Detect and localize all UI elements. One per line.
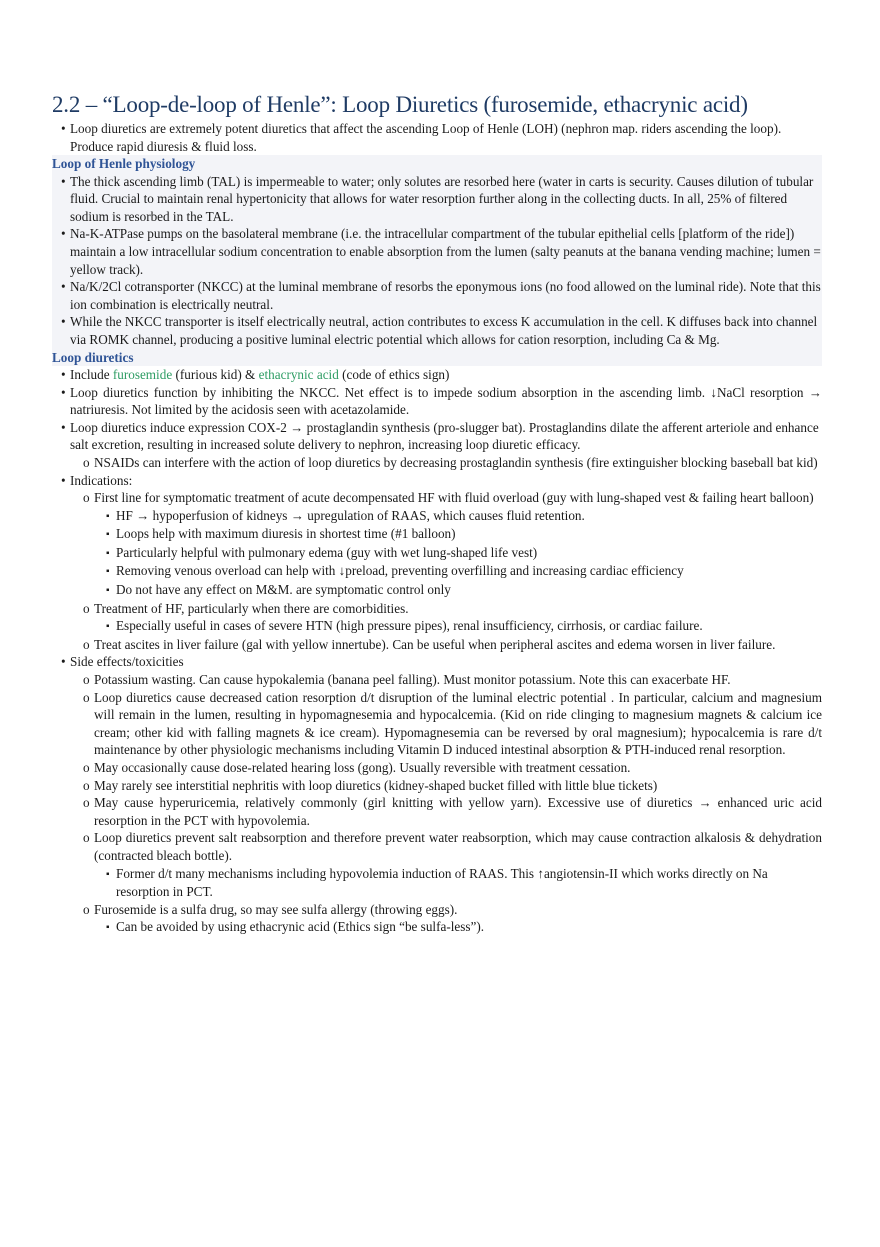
include-prefix: Include: [70, 366, 113, 382]
hf-treatment-text: Treatment of HF, particularly when there are comorbidities.: [94, 600, 409, 616]
alkalosis-subbullet: [52, 829, 822, 864]
nephritis-subbullet: [52, 777, 822, 795]
sulfa-text: Furosemide is a sulfa drug, so may see sulfa allergy (throwing eggs).: [94, 901, 458, 917]
first-line-detail: [52, 581, 822, 600]
bullet-marker: ▪: [106, 547, 110, 559]
nsaids-subbullet: [52, 454, 822, 472]
first-line-detail: [52, 507, 822, 526]
bullet-marker: o: [83, 672, 90, 688]
document-body: [52, 120, 822, 937]
sulfa-subbullet: [52, 901, 822, 919]
bullet-marker: •: [61, 384, 66, 400]
physiology-section: [52, 155, 822, 348]
intro-bullet: [52, 120, 822, 155]
bullet-marker: ▪: [106, 868, 110, 880]
alkalosis-detail: [52, 865, 822, 901]
bullet-marker: o: [83, 795, 90, 811]
bullet-marker: o: [83, 689, 90, 705]
bullet-marker: o: [83, 777, 90, 793]
physiology-item-text: Na-K-ATPase pumps on the basolateral membrane (i.e. the intracellular compartment of the tubular epithelial cells [platform of the ride]) maintain a low intracellular sodium concentration to enable absorption from the lumen (salty peanuts at the banana vending machine; lumen = yellow track).: [70, 226, 821, 277]
bullet-marker: •: [61, 472, 66, 488]
include-suffix: (code of ethics sign): [338, 366, 450, 382]
nsaids-text: NSAIDs can interfere with the action of loop diuretics by decreasing prostaglandin synthesis (fire extinguisher blocking baseball bat kid): [94, 454, 818, 470]
mechanism-text: Loop diuretics function by inhibiting the NKCC. Net effect is to impede sodium absorption in the ascending limb. ↓NaCl resorption → natriuresis. Not limited by the acidosis seen with acetazolamide.: [70, 384, 822, 418]
bullet-marker: •: [61, 314, 66, 330]
bullet-marker: o: [83, 600, 90, 616]
bullet-marker: o: [83, 454, 90, 470]
physiology-item: [52, 278, 822, 313]
physiology-heading: Loop of Henle physiology: [52, 156, 196, 172]
side-effects-bullet: [52, 653, 822, 671]
potassium-text: Potassium wasting. Can cause hypokalemia (banana peel falling). Must monitor potassium. Note this can exacerbate HF.: [94, 672, 731, 688]
hf-treatment-detail: [52, 617, 822, 636]
cation-subbullet: [52, 689, 822, 759]
bullet-marker: ▪: [106, 585, 110, 597]
uric-subbullet: [52, 794, 822, 829]
bullet-marker: •: [61, 279, 66, 295]
physiology-item-text: While the NKCC transporter is itself electrically neutral, action contributes to excess K accumulation in the cell. K diffuses back into channel via ROMK channel, producing a positive luminal electric potential which allows for cation resorption, including Ca & Mg.: [70, 314, 818, 347]
bullet-marker: ▪: [106, 922, 110, 934]
bullet-marker: •: [61, 226, 66, 242]
intro-text: Loop diuretics are extremely potent diuretics that affect the ascending Loop of Henle (LOH) (nephron map. riders ascending the loop). Produce rapid diuresis & fluid loss.: [70, 121, 782, 154]
cox-bullet: [52, 419, 822, 454]
physiology-item: [52, 173, 822, 226]
ascites-text: Treat ascites in liver failure (gal with yellow innertube). Can be useful when peripheral ascites and edema worsen in liver failure.: [94, 636, 776, 652]
nephritis-text: May rarely see interstitial nephritis with loop diuretics (kidney-shaped bucket filled with little blue tickets): [94, 777, 658, 793]
hf-treatment-detail-text: Especially useful in cases of severe HTN (high pressure pipes), renal insufficiency, cirrhosis, or cardiac failure.: [116, 618, 703, 634]
uric-text: May cause hyperuricemia, relatively commonly (girl knitting with yellow yarn). Excessive use of diuretics → enhanced uric acid resorption in the PCT with hypovolemia.: [94, 795, 822, 828]
mechanism-bullet: [52, 384, 822, 419]
bullet-marker: o: [83, 830, 90, 846]
page-title: 2.2 – “Loop-de-loop of Henle”: Loop Diuretics (furosemide, ethacrynic acid): [52, 92, 748, 117]
first-line-subbullet: [52, 489, 822, 507]
physiology-item-text: Na/K/2Cl cotransporter (NKCC) at the luminal membrane of resorbs the eponymous ions (no food allowed on the luminal ride). Note that this ion combination is electrically neutral.: [70, 279, 821, 312]
include-bullet: [52, 366, 822, 384]
hf-treatment-subbullet: [52, 600, 822, 618]
bullet-marker: o: [83, 760, 90, 775]
first-line-detail-text: Particularly helpful with pulmonary edema (guy with wet lung-shaped life vest): [116, 544, 538, 560]
bullet-marker: •: [61, 419, 66, 435]
furosemide-drug-name: furosemide: [112, 366, 173, 382]
sulfa-detail-text: Can be avoided by using ethacrynic acid (Ethics sign “be sulfa-less”).: [116, 919, 485, 935]
first-line-detail: [52, 562, 822, 581]
indications-bullet: [52, 472, 822, 490]
hearing-subbullet: [52, 759, 822, 777]
bullet-marker: ▪: [106, 529, 110, 541]
bullet-marker: •: [61, 121, 66, 136]
cation-text: Loop diuretics cause decreased cation resorption d/t disruption of the luminal electric potential . In particular, calcium and magnesium will remain in the lumen, resulting in hypomagnesemia and hypocalcemia. (Kid on ride clinging to magnesium magnets & calcium ice cream; other kid with falling magnets & ice cream). Hypomagnesemia can be reversed by oral magnesium); hypocalcemia is rare d/t maintenance by other physiologic mechanisms including Vitamin D induced intestinal absorption & PTH-induced renal resorption.: [94, 689, 822, 758]
bullet-marker: ▪: [106, 621, 110, 633]
first-line-detail-text: Loops help with maximum diuresis in shortest time (#1 balloon): [116, 526, 456, 542]
ethacrynic-acid-drug-name: ethacrynic acid: [258, 366, 339, 382]
first-line-detail-text: Removing venous overload can help with ↓preload, preventing overfilling and increasing cardiac efficiency: [116, 563, 684, 579]
physiology-item: [52, 313, 822, 348]
diuretics-heading: Loop diuretics: [52, 349, 822, 366]
first-line-text: First line for symptomatic treatment of acute decompensated HF with fluid overload (guy with lung-shaped vest & failing heart balloon): [94, 490, 814, 506]
diuretics-section: [52, 349, 822, 937]
first-line-detail-text: HF → hypoperfusion of kidneys → upregulation of RAAS, which causes fluid retention.: [116, 507, 585, 523]
first-line-detail: [52, 544, 822, 563]
bullet-marker: ▪: [106, 510, 110, 522]
bullet-marker: •: [61, 173, 66, 189]
cox-text: Loop diuretics induce expression COX-2 → prostaglandin synthesis (pro-slugger bat). Prostaglandins dilate the afferent arteriole and enhance salt excretion, resulting in increased solute delivery to nephron, increasing loop diuretic efficacy.: [70, 419, 819, 453]
bullet-marker: o: [83, 901, 90, 917]
bullet-marker: o: [83, 636, 90, 652]
first-line-detail: [52, 525, 822, 544]
bullet-marker: •: [61, 366, 66, 382]
bullet-marker: •: [61, 654, 66, 670]
indications-label: Indications:: [70, 472, 133, 488]
bullet-marker: ▪: [106, 566, 110, 578]
physiology-item-text: The thick ascending limb (TAL) is impermeable to water; only solutes are resorbed here (water in carts is security. Causes dilution of tubular fluid. Crucial to maintain renal hypertonicity that allows for water resorption further along in the collecting ducts. In all, 25% of filtered sodium is resorbed in the TAL.: [70, 173, 814, 224]
first-line-detail-text: Do not have any effect on M&M. are symptomatic control only: [116, 582, 451, 598]
alkalosis-text: Loop diuretics prevent salt reabsorption and therefore prevent water reabsorption, which may cause contraction alkalosis & dehydration (contracted bleach bottle).: [94, 830, 822, 863]
bullet-marker: o: [83, 490, 90, 506]
sulfa-detail: [52, 918, 822, 937]
potassium-subbullet: [52, 671, 822, 689]
include-mid: (furious kid) &: [172, 366, 259, 382]
alkalosis-detail-text: Former d/t many mechanisms including hypovolemia induction of RAAS. This ↑angiotensin-II which works directly on Na resorption in PCT.: [116, 865, 768, 900]
hearing-text: May occasionally cause dose-related hearing loss (gong). Usually reversible with treatment cessation.: [94, 760, 631, 775]
ascites-subbullet: [52, 636, 822, 654]
side-effects-label: Side effects/toxicities: [70, 654, 184, 670]
physiology-item: [52, 225, 822, 278]
